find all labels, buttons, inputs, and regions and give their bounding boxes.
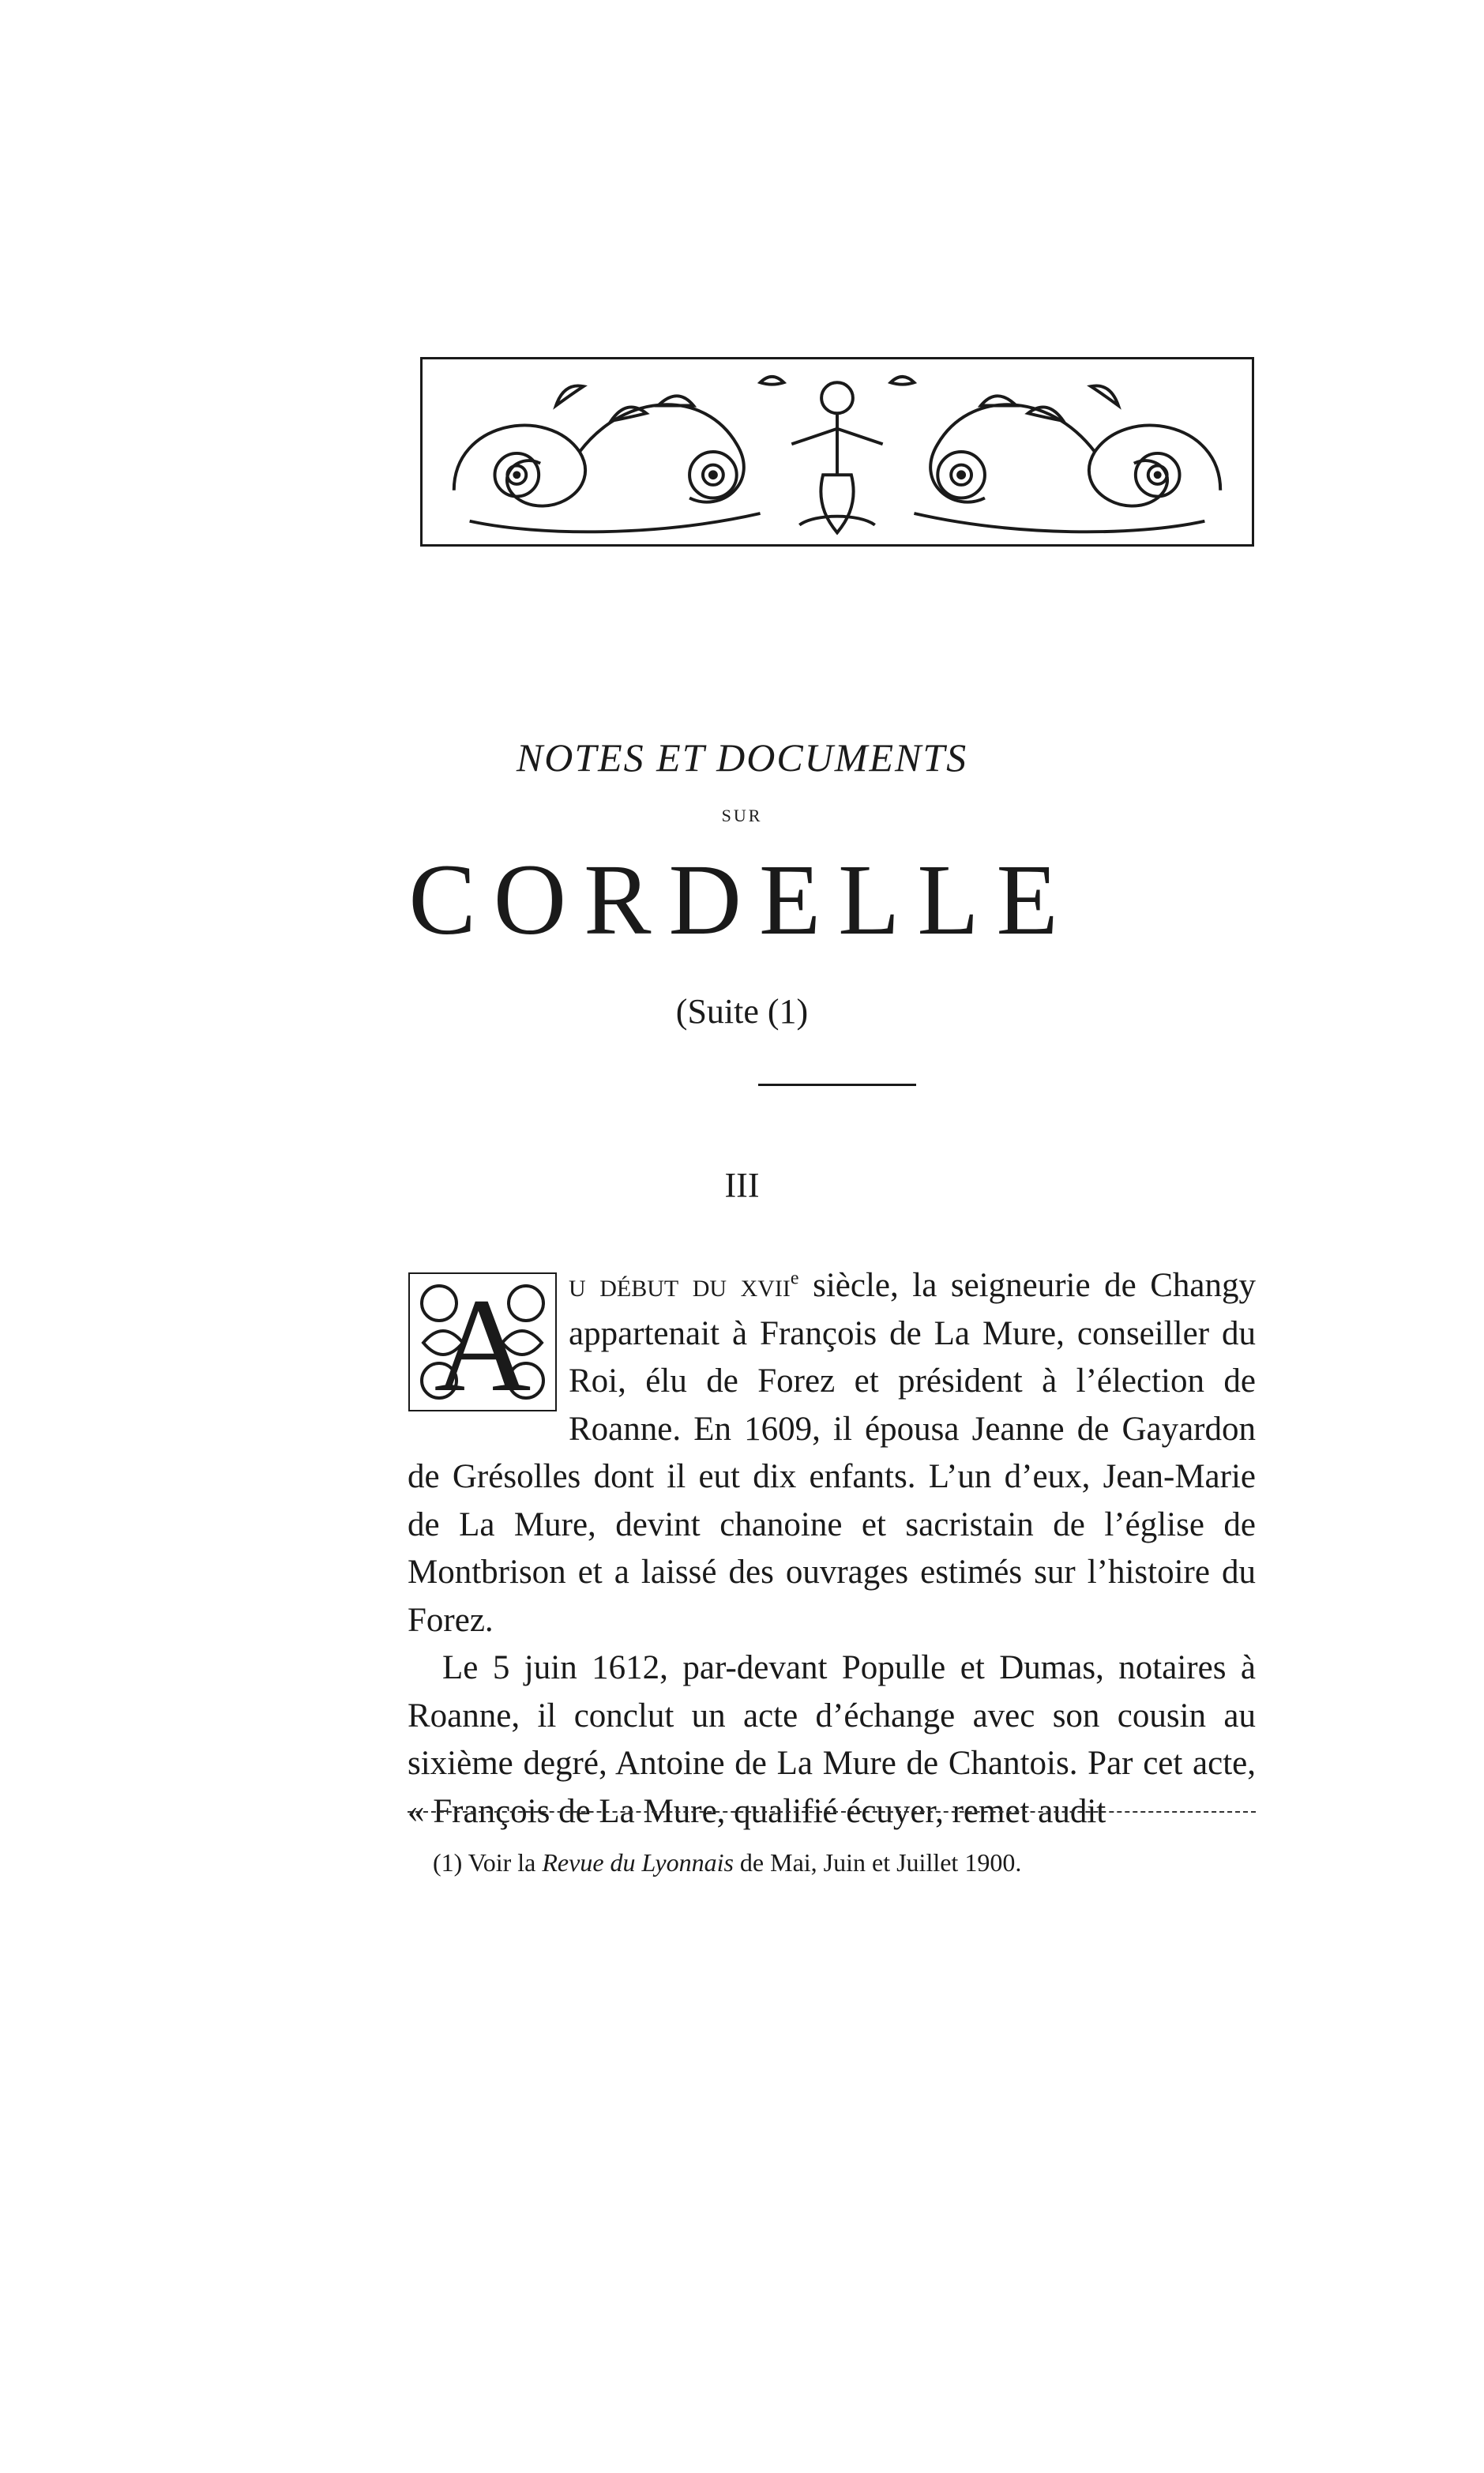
dropcap-ornament — [408, 1272, 558, 1412]
paragraph-1-lead: u début du xvii — [569, 1267, 791, 1304]
page-title: CORDELLE — [408, 844, 1076, 956]
footnote — [433, 1848, 1254, 1877]
body-text — [408, 1262, 1256, 1836]
paragraph-1-rest: siècle, la seigneurie de Changy appartenait à François de La Mure, conseiller du Roi, élu de Forez et président à l’élection de Roanne. En 1609, il épousa Jeanne de Gayardon de Grésolles dont il eut dix enfants. L’un d’eux, Jean-Marie de La Mure, devint chanoine et sacristain de l’église de Montbrison et a laissé des ouvrages estimés sur l’histoire du Forez. — [408, 1267, 1256, 1639]
paragraph-1-sup: e — [790, 1268, 799, 1289]
footnote-prefix: (1) Voir la — [433, 1848, 543, 1877]
ornamental-dropcap — [408, 1272, 558, 1412]
paragraph-2: Le 5 juin 1612, par-devant Populle et Dumas, notaires à Roanne, il conclut un acte d’échange avec son cousin au sixième degré, Antoine de La Mure de Chantois. Par cet acte, « François de La Mure, qualifié écuyer, remet audit — [408, 1649, 1256, 1830]
section-number: III — [724, 1166, 760, 1205]
headpiece-ornament — [423, 359, 1252, 544]
paragraph-1 — [408, 1262, 1256, 1644]
title-suite: (Suite (1) — [675, 992, 809, 1031]
footnote-suffix: de Mai, Juin et Juillet 1900. — [733, 1848, 1022, 1877]
footnote-journal: Revue du Lyonnais — [542, 1848, 734, 1877]
dropcap-letter: A — [434, 1272, 532, 1412]
title-sur: SUR — [721, 806, 763, 825]
footnote-divider — [408, 1811, 1256, 1813]
ornamental-headpiece — [420, 357, 1254, 547]
title-notes-et-documents: NOTES ET DOCUMENTS — [516, 735, 968, 780]
title-divider — [758, 1084, 916, 1086]
